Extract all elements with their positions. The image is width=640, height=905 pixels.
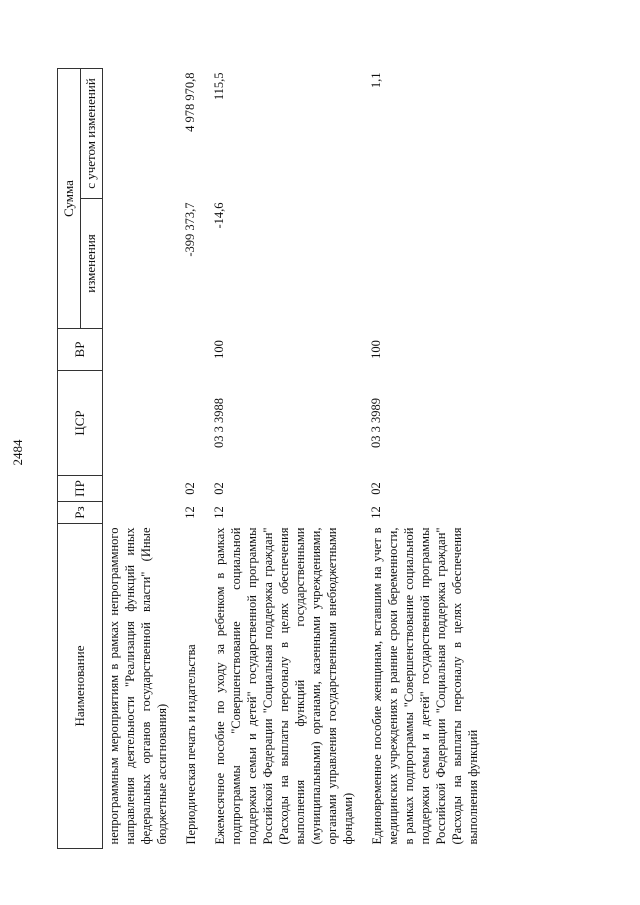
row-pr: 02 <box>182 482 197 495</box>
row-rz <box>102 502 173 524</box>
row-vr: 100 <box>211 340 226 359</box>
row-rz: 12 <box>368 506 383 519</box>
table-header <box>58 69 103 849</box>
row-pr: 02 <box>368 482 383 495</box>
budget-table <box>57 68 484 849</box>
row-csr: 03 3 3989 <box>368 398 383 448</box>
row-csr: 03 3 3988 <box>211 398 226 448</box>
row-vr <box>102 329 173 371</box>
row-pr <box>102 476 173 502</box>
row-vr <box>173 329 202 371</box>
header-vr: ВР <box>58 329 103 371</box>
page-number: 2484 <box>10 439 25 466</box>
table-row <box>173 69 202 849</box>
row-vr: 100 <box>368 340 383 359</box>
header-rz: Рз <box>58 502 103 524</box>
header-with-changes: с учетом изменений <box>81 69 103 199</box>
row-change <box>102 199 173 329</box>
row-change <box>359 199 484 329</box>
row-change: -399 373,7 <box>182 202 197 257</box>
row-total: 4 978 970,8 <box>182 72 197 132</box>
row-name: непрограммным мероприятиям в рамках непрограммного направления деятельности "Реализация функций иных федеральных органов государственной власти" (Иные бюджетные ассигнования) <box>106 527 169 845</box>
row-change: -14,6 <box>211 202 226 229</box>
row-name: Единовременное пособие женщинам, вставшим на учет в медицинских учреждениях в ранние сроки беременности, в рамках подпрограммы "Совершенствование социальной поддержки семьи и детей" государственной программы Российской Федерации "Социальная поддержка граждан" (Расходы на выплаты персоналу в целях обеспечения выполнения функций <box>369 527 480 845</box>
table-body <box>102 69 484 849</box>
header-pr: ПР <box>58 476 103 502</box>
header-csr: ЦСР <box>58 371 103 476</box>
table-row <box>359 69 484 849</box>
row-pr: 02 <box>211 482 226 495</box>
row-csr <box>173 371 202 476</box>
row-total <box>102 69 173 199</box>
row-csr <box>102 371 173 476</box>
row-total: 1,1 <box>368 72 383 89</box>
table-row <box>202 69 359 849</box>
row-rz: 12 <box>182 506 197 519</box>
table-row <box>102 69 173 849</box>
row-total: 115,5 <box>211 72 226 101</box>
header-change: изменения <box>81 199 103 329</box>
header-sum: Сумма <box>58 69 81 329</box>
row-rz: 12 <box>211 506 226 519</box>
row-name: Ежемесячное пособие по уходу за ребенком в рамках подпрограммы "Совершенствование социальной поддержки семьи и детей" государственной программы Российской Федерации "Социальная поддержка граждан" (Расходы на выплаты персоналу в целях обеспечения выполнения функций государственными (муниципальными) органами, казенными учреждениями, органами управления государственными внебюджетными фондами) <box>212 527 355 845</box>
header-name: Наименование <box>58 524 103 849</box>
row-name: Периодическая печать и издательства <box>183 644 198 845</box>
